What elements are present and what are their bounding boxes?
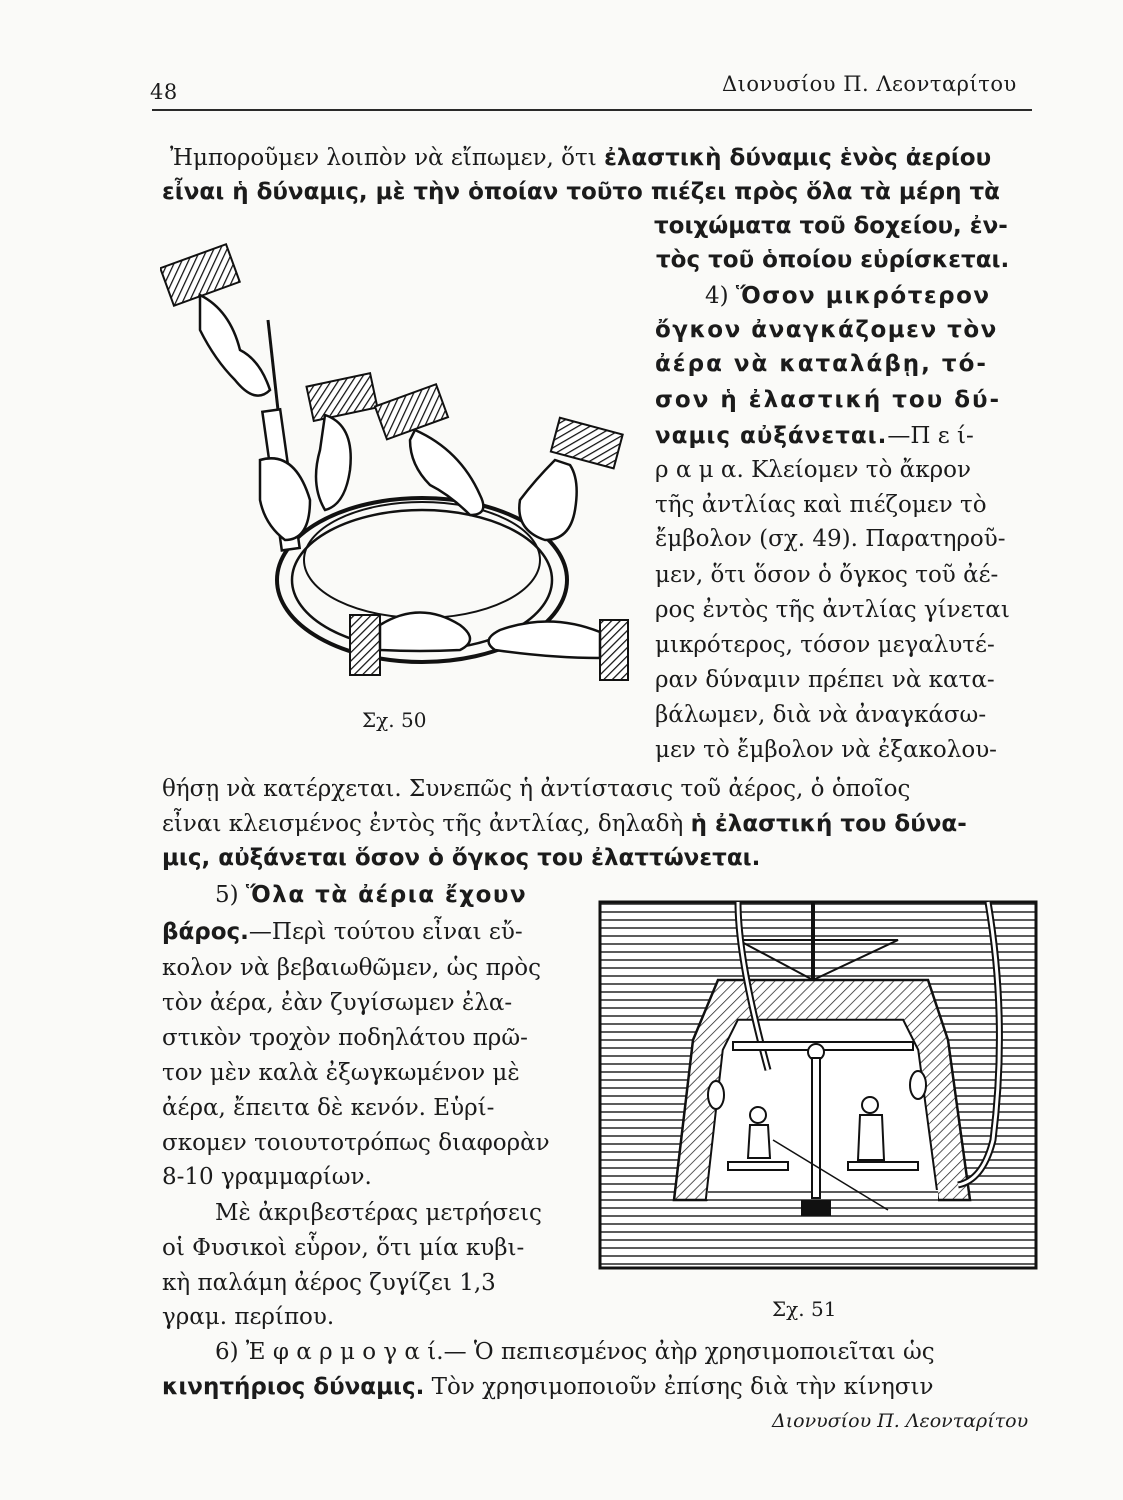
text-line: τοιχώματα τοῦ δοχείου, ἐν- bbox=[654, 213, 1008, 239]
text-line: τον μὲν καλὰ ἐξωγκωμένον μὲ bbox=[162, 1060, 520, 1086]
text-line: μις, αὐξάνεται ὅσον ὁ ὄγκος του ἐλαττώνεται. bbox=[162, 845, 761, 871]
header-rule bbox=[152, 109, 1032, 111]
figure-50-caption: Σχ. 50 bbox=[362, 708, 427, 732]
text-line: στικὸν τροχὸν ποδηλάτου πρῶ- bbox=[162, 1025, 528, 1051]
text-line: ναμις αὐξάνεται.—Π ε ί- bbox=[655, 423, 974, 449]
text-line: 4) Ὅσον μικρότερον bbox=[705, 283, 991, 309]
text-line: ραν δύναμιν πρέπει νὰ κατα- bbox=[655, 667, 995, 693]
text-line: σκομεν τοιουτοτρόπως διαφορὰν bbox=[162, 1130, 550, 1156]
text-line: θήσῃ νὰ κατέρχεται. Συνεπῶς ἡ ἀντίστασις τοῦ ἀέρος, ὁ ὁποῖος bbox=[162, 776, 911, 802]
text-line: τῆς ἀντλίας καὶ πιέζομεν τὸ bbox=[655, 492, 987, 518]
figure-50-bicycle-tube-illustration bbox=[160, 240, 640, 700]
text-line: Ἠμποροῦμεν λοιπὸν νὰ εἴπωμεν, ὅτι ἐλαστικὴ δύναμις ἑνὸς ἀερίου bbox=[170, 145, 992, 171]
text-line: ὄγκον ἀναγκάζομεν τὸν bbox=[655, 317, 998, 343]
text-line: τὸς τοῦ ὁποίου εὑρίσκεται. bbox=[656, 247, 1010, 273]
text-line: μικρότερος, τόσον μεγαλυτέ- bbox=[655, 632, 995, 658]
text-line: 8-10 γραμμαρίων. bbox=[162, 1164, 372, 1190]
text-line: Μὲ ἀκριβεστέρας μετρήσεις bbox=[215, 1200, 542, 1226]
text-line: οἱ Φυσικοὶ εὗρον, ὅτι μία κυβι- bbox=[162, 1235, 525, 1261]
text-line: ἔμβολον (σχ. 49). Παρατηροῦ- bbox=[655, 526, 1006, 552]
text-line: τὸν ἀέρα, ἐὰν ζυγίσωμεν ἐλα- bbox=[162, 990, 513, 1016]
text-line: ἀέρα νὰ καταλάβῃ, τό- bbox=[655, 351, 988, 377]
text-line: κολον νὰ βεβαιωθῶμεν, ὡς πρὸς bbox=[162, 955, 541, 981]
text-line: εἶναι κλεισμένος ἐντὸς τῆς ἀντλίας, δηλαδὴ ἡ ἐλαστική του δύνα- bbox=[162, 811, 967, 837]
text-line: βάλωμεν, διὰ νὰ ἀναγκάσω- bbox=[655, 702, 987, 728]
text-line: βάρος.—Περὶ τούτου εἶναι εὔ- bbox=[162, 919, 523, 945]
text-line: ρ α μ α. Κλείομεν τὸ ἄκρον bbox=[655, 457, 971, 483]
text-line: γραμ. περίπου. bbox=[162, 1304, 335, 1330]
text-line: μεν τὸ ἔμβολον νὰ ἐξακολου- bbox=[655, 737, 997, 763]
text-line: κινητήριος δύναμις. Τὸν χρησιμοποιοῦν ἐπίσης διὰ τὴν κίνησιν bbox=[162, 1374, 934, 1400]
text-line: ἀέρα, ἔπειτα δὲ κενόν. Εὑρί- bbox=[162, 1095, 495, 1121]
running-title: Διονυσίου Π. Λεονταρίτου bbox=[722, 72, 1017, 96]
text-line: ρος ἐντὸς τῆς ἀντλίας γίνεται bbox=[655, 597, 1010, 623]
text-line: σον ἡ ἐλαστική του δύ- bbox=[655, 387, 1002, 413]
text-line: εἶναι ἡ δύναμις, μὲ τὴν ὁποίαν τοῦτο πιέζει πρὸς ὅλα τὰ μέρη τὰ bbox=[162, 179, 1000, 205]
text-line: 6) Ἐ φ α ρ μ ο γ α ί.— Ὁ πεπιεσμένος ἀὴρ χρησιμοποιεῖται ὡς bbox=[215, 1339, 935, 1365]
text-line: 5) Ὅλα τὰ ἀέρια ἔχουν bbox=[215, 882, 528, 908]
figure-51-diving-bell-illustration bbox=[598, 900, 1038, 1270]
text-line: κὴ παλάμη ἀέρος ζυγίζει 1,3 bbox=[162, 1270, 496, 1296]
page-number: 48 bbox=[150, 80, 178, 104]
figure-51-caption: Σχ. 51 bbox=[772, 1297, 837, 1321]
footer-signature: Διονυσίου Π. Λεονταρίτου bbox=[772, 1410, 1029, 1432]
text-line: μεν, ὅτι ὅσον ὁ ὄγκος τοῦ ἀέ- bbox=[655, 562, 999, 588]
